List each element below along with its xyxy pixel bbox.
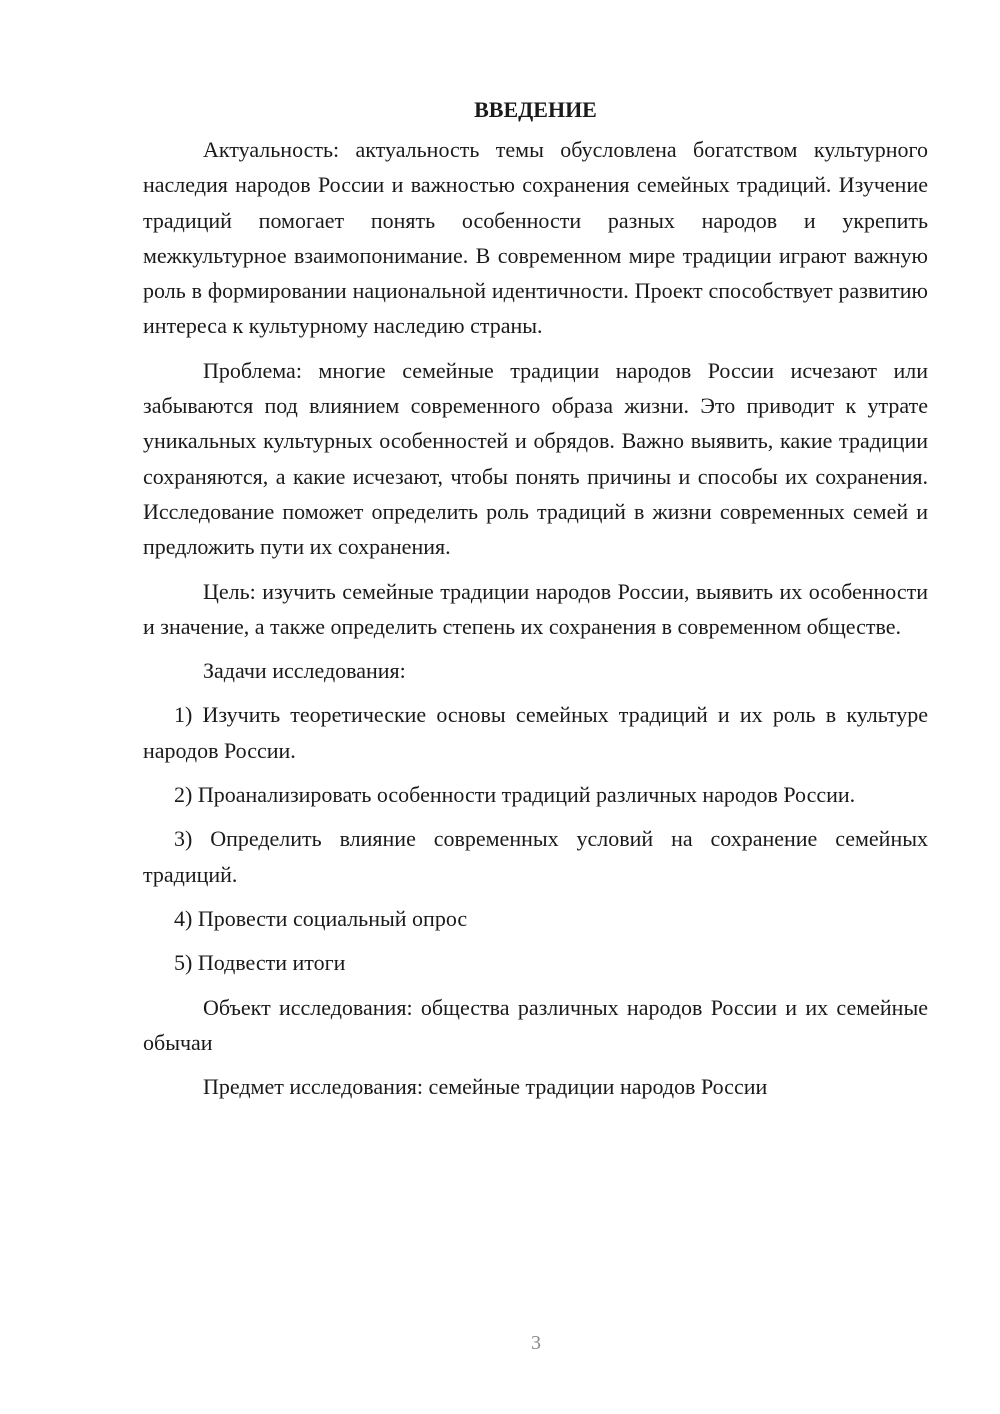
goal-paragraph: Цель: изучить семейные традиции народов России, выявить их особенности и значение, а также определить степень их сохранения в современном обществе. [143,578,928,639]
task-item-3: 3) Определить влияние современных условий на сохранение семейных традиций. [143,826,928,887]
problem-paragraph: Проблема: многие семейные традиции народов России исчезают или забываются под влиянием современного образа жизни. Это приводит к утрате уникальных культурных особенностей и обрядов. Важно выявить, какие традиции сохраняются, а какие исчезают, чтобы понять причины и способы их сохранения. Исследование поможет определить роль традиций в жизни современных семей и предложить пути их сохранения. [143,357,928,560]
section-title: ВВЕДЕНИЕ [474,97,597,122]
task-item-1: 1) Изучить теоретические основы семейных традиций и их роль в культуре народов России. [143,702,928,763]
task-item-4: 4) Провести социальный опрос [174,905,468,931]
document-page [143,92,928,1113]
tasks-heading: Задачи исследования: [203,658,406,684]
object-paragraph: Объект исследования: общества различных народов России и их семейные обычаи [143,994,928,1055]
task-item-5: 5) Подвести итоги [174,950,346,976]
task-item-2: 2) Проанализировать особенности традиций различных народов России. [174,782,856,808]
page-number: 3 [531,1332,541,1354]
subject-paragraph: Предмет исследования: семейные традиции народов России [203,1074,768,1100]
relevance-paragraph: Актуальность: актуальность темы обусловлена богатством культурного наследия народов России и важностью сохранения семейных традиций. Изучение традиций помогает понять особенности разных народов и укрепить межкультурное взаимопонимание. В современном мире традиции играют важную роль в формировании национальной идентичности. Проект способствует развитию интереса к культурному наследию страны. [143,137,928,339]
